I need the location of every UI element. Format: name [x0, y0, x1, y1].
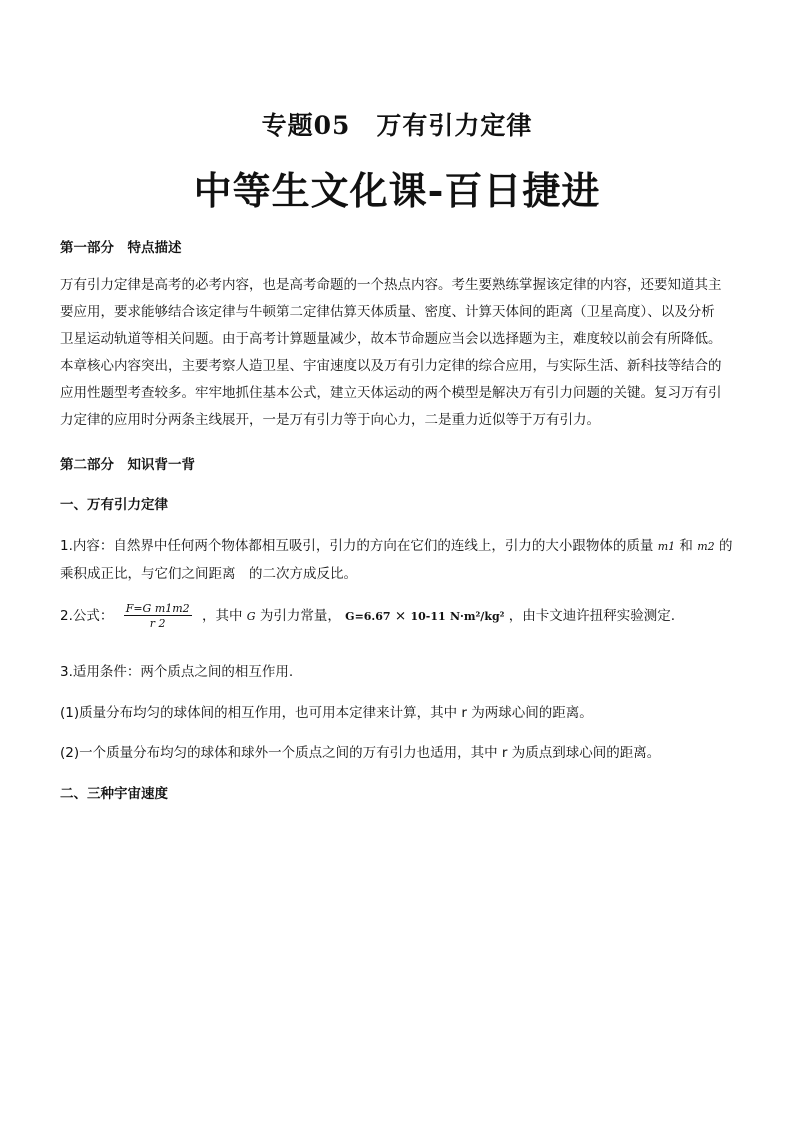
mass-m2: m2: [697, 540, 715, 553]
item1-line1: [60, 534, 732, 554]
item2-G-desc: 为引力常量，: [259, 608, 341, 624]
paragraph-line: 力定律的应用时分两条主线展开，一是万有引力等于向心力，二是重力近似等于万有引力。: [60, 412, 600, 428]
part1-paragraph: [60, 272, 746, 434]
item1-text-end: 的: [718, 538, 733, 554]
constant-G: G: [246, 610, 256, 623]
main-title: 中等生文化课-百日捷进: [193, 168, 601, 213]
gravity-formula: [124, 602, 192, 630]
paragraph-line: 要应用，要求能够结合该定律与牛顿第二定律估算天体质量、密度、计算天体间的距离（卫星高度）、以及分析: [60, 304, 715, 320]
power-of-ten: 10-11: [410, 610, 446, 623]
paragraph-line: 本章核心内容突出，主要考察人造卫星、宇宙速度以及万有引力定律的综合应用，与实际生活、新科技等结合的: [60, 358, 722, 374]
item2-formula-line: [60, 602, 675, 630]
paragraph-line: 万有引力定律是高考的必考内容，也是高考命题的一个热点内容。考生要熟练掌握该定律的内容，还要知道其主: [60, 277, 722, 293]
formula-numerator: F=G m1m2: [125, 602, 190, 615]
paragraph-line: 卫星运动轨道等相关问题。由于高考计算题量减少，故本节命题应当会以选择题为主，难度较以前会有所降低。: [60, 331, 722, 347]
item3-line: 3.适用条件：两个质点之间的相互作用.: [60, 664, 294, 680]
section2-title: 二、三种宇宙速度: [60, 786, 168, 802]
paragraph-line: 应用性题型考查较多。牢牢地抓住基本公式，建立天体运动的两个模型是解决万有引力问题的关键。复习万有引: [60, 385, 722, 401]
item2-mid: ，其中: [201, 608, 243, 624]
formula-denominator: r 2: [124, 615, 192, 630]
item2-suffix: ，由卡文迪许扭秤实验测定.: [508, 608, 676, 624]
mass-m1: m1: [657, 540, 676, 553]
part2-heading: 第二部分 知识背一背: [60, 457, 195, 473]
item1-text: 1.内容：自然界中任何两个物体都相互吸引，引力的方向在它们的连线上，引力的大小跟物体的质量: [60, 538, 654, 554]
topic-title: 专题05 万有引力定律: [261, 111, 533, 140]
item1-line2: 乘积成正比，与它们之间距离 的二次方成反比。: [60, 566, 357, 582]
G-unit: N·m²/kg²: [449, 610, 505, 623]
item2-prefix: 2.公式：: [60, 608, 114, 624]
times-sign: ×: [394, 608, 407, 624]
section1-title: 一、万有引力定律: [60, 497, 168, 513]
item3-1-line: (1)质量分布均匀的球体间的相互作用，也可用本定律来计算，其中 r 为两球心间的距离。: [60, 705, 593, 721]
and-text: 和: [679, 538, 693, 554]
item3-2-line: (2)一个质量分布均匀的球体和球外一个质点之间的万有引力也适用，其中 r 为质点到球心间的距离。: [60, 745, 661, 761]
G-value: G=6.67: [345, 610, 391, 623]
part1-heading: 第一部分 特点描述: [60, 240, 182, 256]
